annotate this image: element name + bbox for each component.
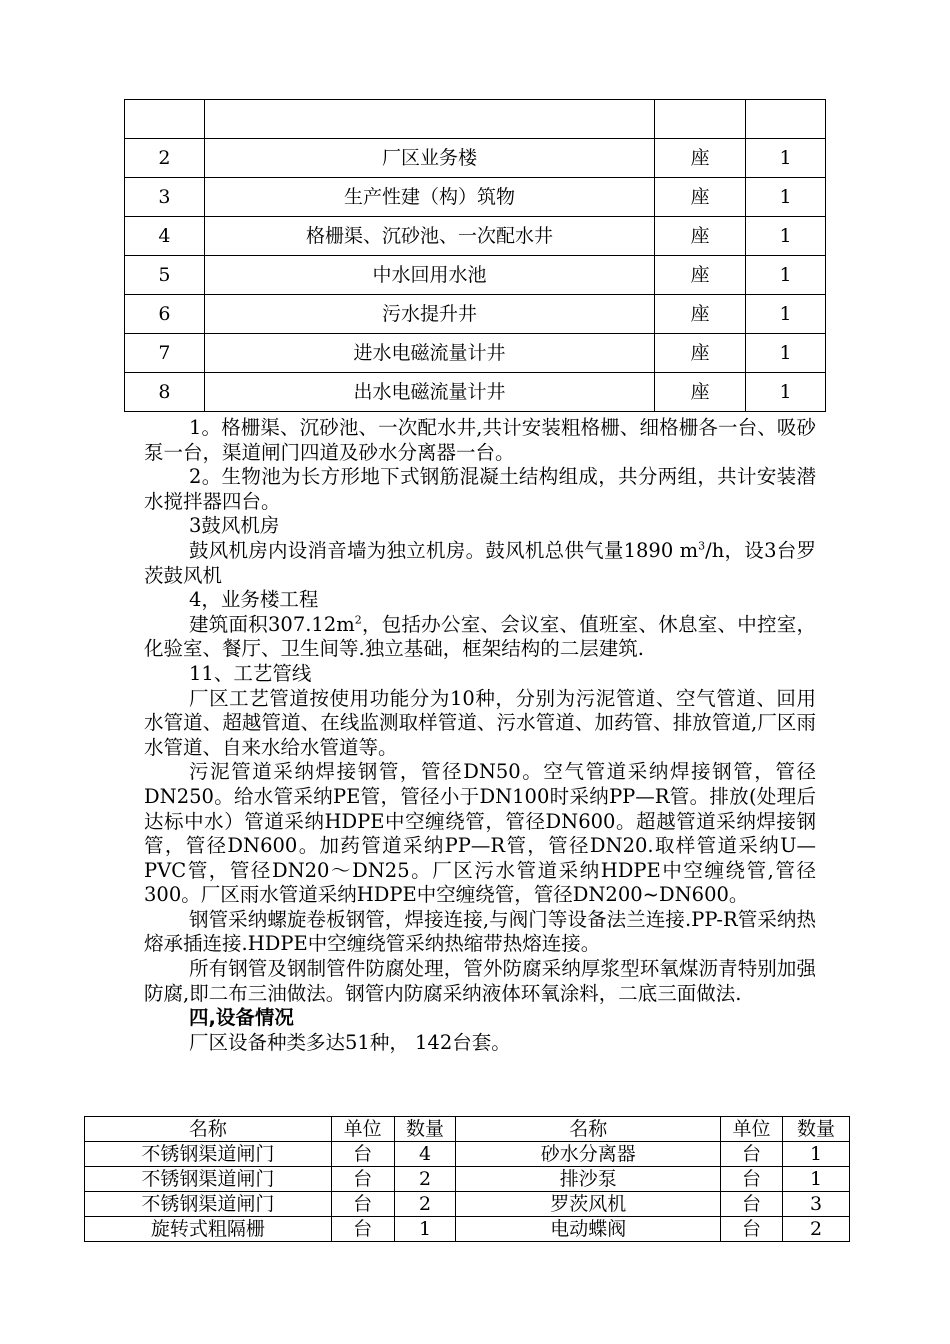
table-cell: 不锈钢渠道闸门: [85, 1192, 332, 1217]
table-cell-unit: 座: [655, 334, 746, 373]
paragraph-9: 污泥管道采纳焊接钢管，管径DN50。空气管道采纳焊接钢管，管径DN250。给水管采纳PE管，管径小于DN100时采纳PP—R管。排放(处理后达标中水）管道采纳HDPE中空缠绕管，管径DN600。超越管道采纳焊接钢管，管径DN600。加药管道采纳PP—R管，管径DN20.取样管道采纳U—PVC管，管径DN20～DN25。厂区污水管道采纳HDPE中空缠绕管,管径300。厂区雨水管道采纳HDPE中空缠绕管，管径DN200~DN600。: [144, 760, 816, 907]
table-row: [85, 1192, 850, 1217]
table-row: [125, 178, 826, 217]
table-row: [85, 1167, 850, 1192]
table-cell-qty: [746, 100, 826, 139]
table-cell-qty: 1: [746, 256, 826, 295]
column-header: 名称: [85, 1117, 332, 1142]
table-cell: 2: [394, 1192, 456, 1217]
table-cell: 台: [721, 1192, 783, 1217]
table-cell: 砂水分离器: [456, 1142, 721, 1167]
table-cell-name: 进水电磁流量计井: [204, 334, 654, 373]
table-cell-unit: 座: [655, 139, 746, 178]
structures-table: [124, 99, 826, 412]
table-cell: 罗茨风机: [456, 1192, 721, 1217]
paragraph-5: 4，业务楼工程: [189, 588, 319, 612]
paragraph-1: 1。格栅渠、沉砂池、一次配水井,共计安装粗格栅、细格栅各一台、吸砂泵一台，渠道闸门四道及砂水分离器一台。: [144, 416, 816, 464]
paragraph-4: 鼓风机房内设消音墙为独立机房。鼓风机总供气量1890 $m^3/h$，设3台罗茨鼓风机: [144, 538, 816, 587]
paragraph-2: 2。生物池为长方形地下式钢筋混凝土结构组成，共分两组，共计安装潜水搅拌器四台。: [144, 465, 816, 513]
table-cell-name: 格栅渠、沉砂池、一次配水井: [204, 217, 654, 256]
table-cell: 台: [721, 1217, 783, 1242]
table-cell: 台: [721, 1142, 783, 1167]
table-cell: 3: [783, 1192, 850, 1217]
table-cell-unit: 座: [655, 373, 746, 412]
table-cell: 电动蝶阀: [456, 1217, 721, 1242]
table-cell-no: 6: [125, 295, 205, 334]
table-cell: 2: [783, 1217, 850, 1242]
table-cell: 1: [394, 1217, 456, 1242]
table-cell-unit: 座: [655, 256, 746, 295]
table-cell-name: 生产性建（构）筑物: [204, 178, 654, 217]
table-row: [125, 295, 826, 334]
table-cell: 1: [783, 1142, 850, 1167]
table-cell-name: 出水电磁流量计井: [204, 373, 654, 412]
table-cell-no: 8: [125, 373, 205, 412]
body-text: [144, 416, 816, 1055]
table-cell: 不锈钢渠道闸门: [85, 1142, 332, 1167]
column-header: 单位: [331, 1117, 394, 1142]
table-cell: 台: [721, 1167, 783, 1192]
column-header: 数量: [394, 1117, 456, 1142]
table-row: [85, 1217, 850, 1242]
table-row: [125, 100, 826, 139]
paragraph-8: 厂区工艺管道按使用功能分为10种，分别为污泥管道、空气管道、回用水管道、超越管道、在线监测取样管道、污水管道、加药管、排放管道,厂区雨水管道、自来水给水管道等。: [144, 686, 816, 759]
paragraph-6: 建筑面积$307.12m^2$，包括办公室、会议室、值班室、休息室、中控室，化验室、餐厅、卫生间等.独立基础，框架结构的二层建筑.: [144, 612, 816, 661]
table-cell-unit: 座: [655, 295, 746, 334]
table-cell: 不锈钢渠道闸门: [85, 1167, 332, 1192]
column-header: 单位: [721, 1117, 783, 1142]
table-cell: 2: [394, 1167, 456, 1192]
table-cell-name: 污水提升井: [204, 295, 654, 334]
table-cell-no: 3: [125, 178, 205, 217]
table-row: [125, 139, 826, 178]
table-row: [125, 334, 826, 373]
column-header: 数量: [783, 1117, 850, 1142]
table-cell-qty: 1: [746, 139, 826, 178]
table-row: [125, 373, 826, 412]
table-cell: 台: [331, 1217, 394, 1242]
table-cell-qty: 1: [746, 295, 826, 334]
table-cell-qty: 1: [746, 217, 826, 256]
table-cell: 4: [394, 1142, 456, 1167]
table-cell-qty: 1: [746, 178, 826, 217]
paragraph-11: 所有钢管及钢制管件防腐处理，管外防腐采纳厚浆型环氧煤沥青特别加强防腐,即二布三油做法。钢管内防腐采纳液体环氧涂料，二底三面做法.: [144, 957, 816, 1005]
column-header: 名称: [456, 1117, 721, 1142]
paragraph-12: 厂区设备种类多达51种， 142台套。: [189, 1030, 511, 1054]
table-cell-no: 4: [125, 217, 205, 256]
paragraph-3: 3鼓风机房: [189, 514, 280, 538]
table-row: [125, 217, 826, 256]
table-row: [125, 256, 826, 295]
table-cell: 台: [331, 1142, 394, 1167]
table-cell-unit: 座: [655, 217, 746, 256]
table-cell: 旋转式粗隔栅: [85, 1217, 332, 1242]
paragraph-7: 11、工艺管线: [189, 661, 312, 685]
table-cell-no: 2: [125, 139, 205, 178]
section-heading: 四,设备情况: [189, 1006, 294, 1030]
table-cell-unit: [655, 100, 746, 139]
table-cell-no: 5: [125, 256, 205, 295]
table-cell-name: 中水回用水池: [204, 256, 654, 295]
table-cell-name: [204, 100, 654, 139]
table-cell: 1: [783, 1167, 850, 1192]
table-cell-no: 7: [125, 334, 205, 373]
paragraph-10: 钢管采纳螺旋卷板钢管，焊接连接,与阀门等设备法兰连接.PP-R管采纳热熔承插连接.HDPE中空缠绕管采纳热缩带热熔连接。: [144, 907, 816, 956]
table-cell-qty: 1: [746, 373, 826, 412]
table-cell-unit: 座: [655, 178, 746, 217]
table-row: [85, 1142, 850, 1167]
table-cell-name: 厂区业务楼: [204, 139, 654, 178]
table-cell-no: [125, 100, 205, 139]
table-cell-qty: 1: [746, 334, 826, 373]
equipment-table: [84, 1116, 850, 1242]
table-cell: 台: [331, 1167, 394, 1192]
table-cell: 台: [331, 1192, 394, 1217]
table-cell: 排沙泵: [456, 1167, 721, 1192]
